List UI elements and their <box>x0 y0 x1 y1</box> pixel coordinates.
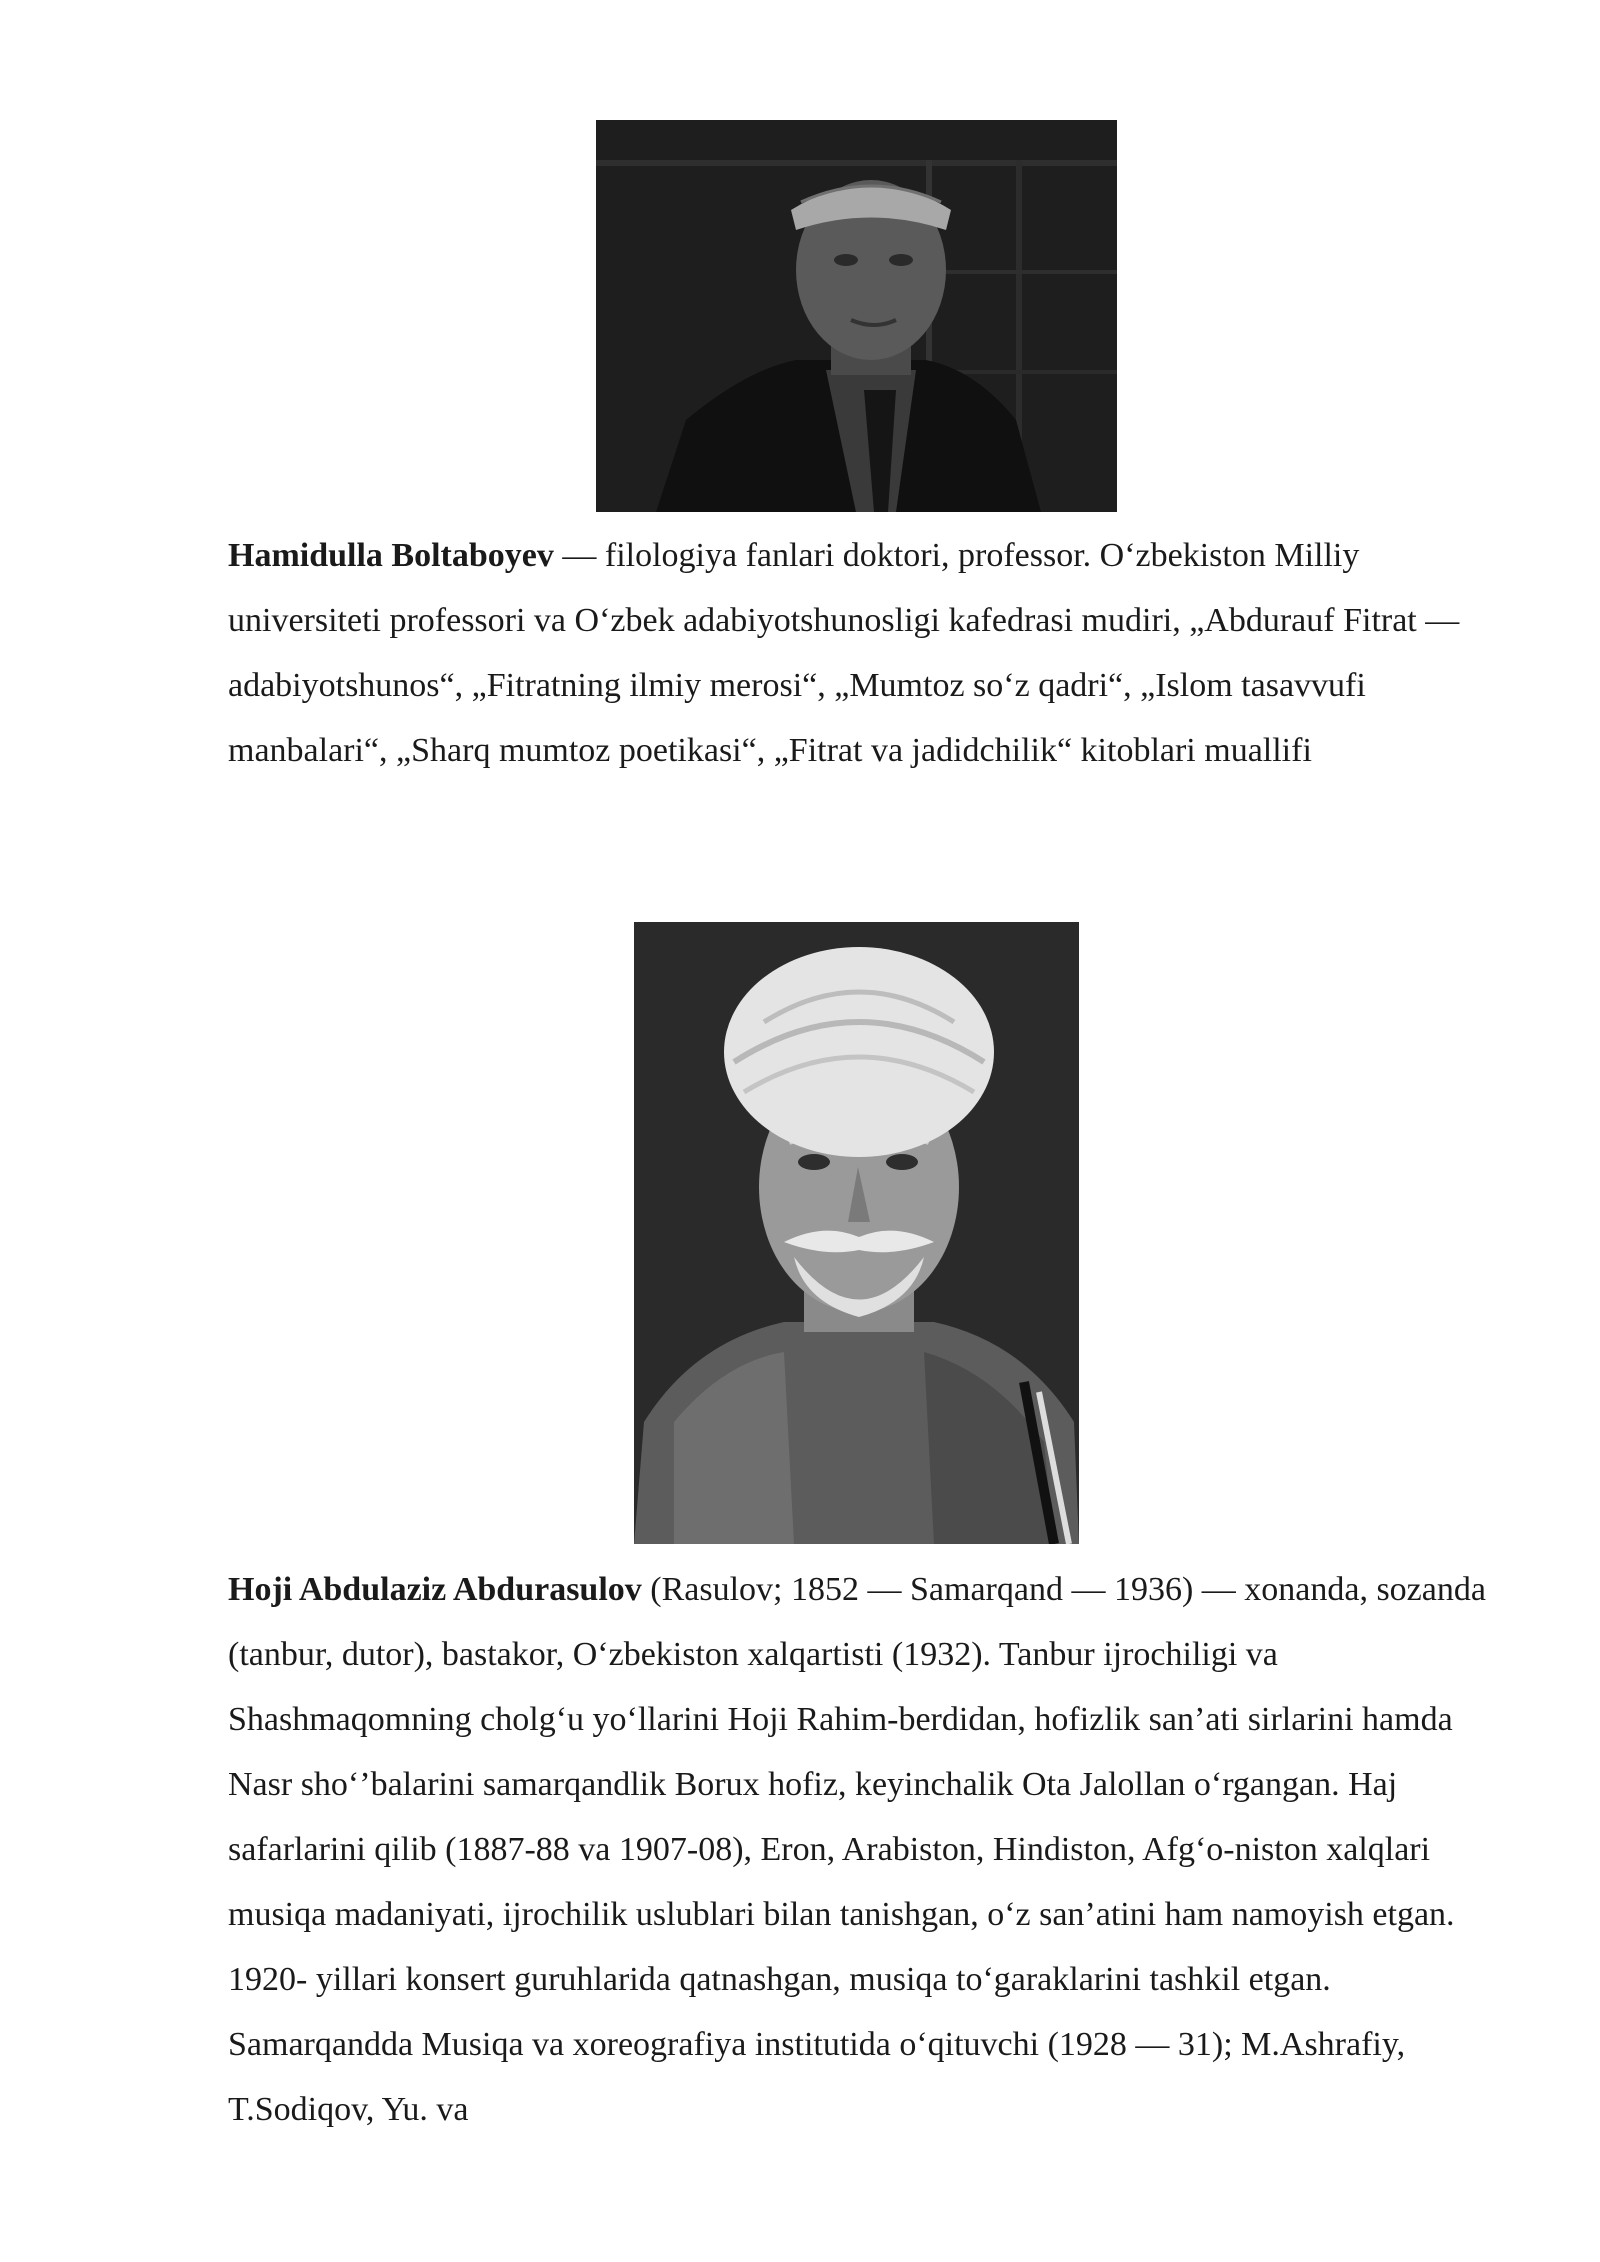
entry-name: Hamidulla Boltaboyev <box>228 537 554 574</box>
portrait-photo-abdurasulov <box>634 922 1079 1544</box>
entry-name: Hoji Abdulaziz Abdurasulov <box>228 1571 642 1608</box>
entry-description: — filologiya fanlari doktori, professor. O‘zbekiston Milliy universiteti professori va O‘zbek adabiyotshunosligi kafedrasi mudiri, „Abdurauf Fitrat — adabiyotshunos“, „Fitratning ilmiy merosi“, „Mumtoz so‘z qadri“, „Islom tasavvufi manbalari“, „Sharq mumtoz poetikasi“, „Fitrat va jadidchilik“ kitoblari muallifi <box>228 537 1460 769</box>
entry-paragraph <box>228 1557 1496 2142</box>
entry-paragraph <box>228 523 1496 783</box>
entry-description: (Rasulov; 1852 — Samarqand — 1936) — xonanda, sozanda (tanbur, dutor), bastakor, O‘zbekiston xalqartisti (1932). Tanbur ijrochiligi va Shashmaqomning cholg‘u yo‘llarini Hoji Rahim-berdidan, hofizlik san’ati sirlarini hamda Nasr sho‘’balarini samarqandlik Borux hofiz, keyinchalik Ota Jalollan o‘rgangan. Haj safarlarini qilib (1887-88 va 1907-08), Eron, Arabiston, Hindiston, Afg‘o-niston xalqlari musiqa madaniyati, ijrochilik uslublari bilan tanishgan, o‘z san’atini ham namoyish etgan. 1920- yillari konsert guruhlarida qatnashgan, musiqa to‘garaklarini tashkil etgan. Samarqandda Musiqa va xoreografiya institutida o‘qituvchi (1928 — 31); M.Ashrafiy, T.Sodiqov, Yu. va <box>228 1571 1486 2128</box>
portrait-photo-boltaboyev <box>596 120 1117 512</box>
